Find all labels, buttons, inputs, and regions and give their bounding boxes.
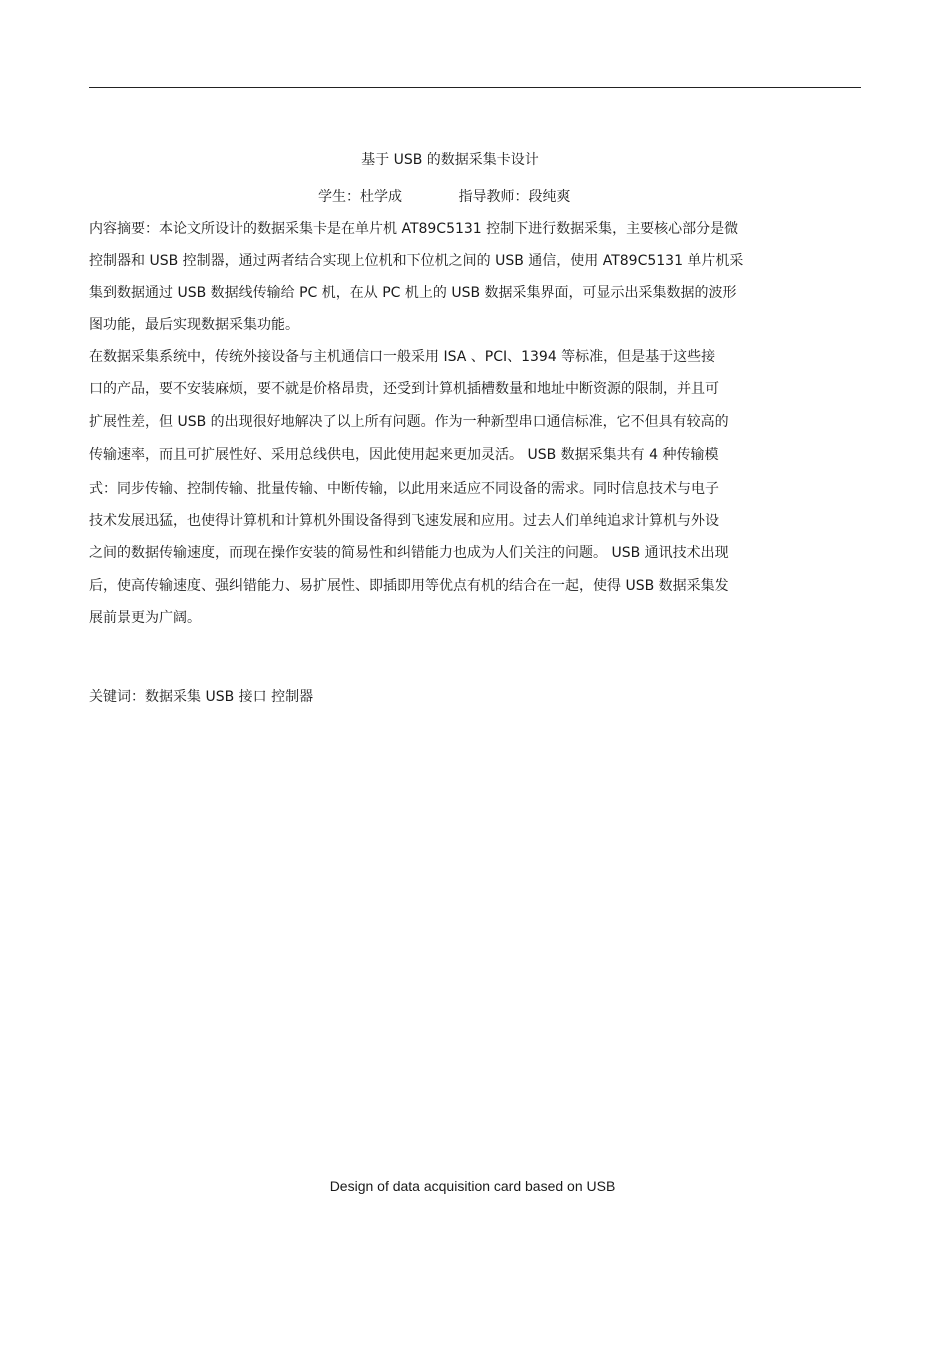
abstract-line: 在数据采集系统中，传统外接设备与主机通信口一般采用 ISA 、PCI、1394 等标准，但是基于这些接 — [89, 349, 716, 365]
abstract-line: 之间的数据传输速度，而现在操作安装的简易性和纠错能力也成为人们关注的问题。 USB 通讯技术出现 — [89, 545, 729, 561]
advisor-name: 指导教师：段纯爽 — [458, 189, 571, 205]
abstract-line: 内容摘要：本论文所设计的数据采集卡是在单片机 AT89C5131 控制下进行数据采集，主要核心部分是微 — [89, 221, 739, 237]
header-rule — [89, 87, 861, 88]
abstract-line: 传输速率，而且可扩展性好、采用总线供电，因此使用起来更加灵活。 USB 数据采集共有 4 种传输模 — [89, 447, 719, 463]
abstract-line: 后，使高传输速度、强纠错能力、易扩展性、即插即用等优点有机的结合在一起，使得 USB 数据采集发 — [89, 578, 729, 594]
keywords: 关键词：数据采集 USB 接口 控制器 — [89, 689, 314, 705]
abstract-line: 口的产品，要不安装麻烦，要不就是价格昂贵，还受到计算机插槽数量和地址中断资源的限制，并且可 — [89, 381, 719, 397]
abstract-line: 扩展性差，但 USB 的出现很好地解决了以上所有问题。作为一种新型串口通信标准，它不但具有较高的 — [89, 414, 729, 430]
document-title: 基于 USB 的数据采集卡设计 — [361, 152, 539, 168]
abstract-line: 展前景更为广阔。 — [89, 610, 201, 626]
author-line — [318, 187, 570, 207]
student-name: 学生：杜学成 — [318, 189, 402, 205]
english-title: Design of data acquisition card based on USB — [329, 1178, 616, 1194]
abstract-line: 技术发展迅猛，也使得计算机和计算机外围设备得到飞速发展和应用。过去人们单纯追求计算机与外设 — [89, 513, 719, 529]
abstract-line: 式：同步传输、控制传输、批量传输、中断传输，以此用来适应不同设备的需求。同时信息技术与电子 — [89, 481, 719, 497]
abstract-line: 图功能，最后实现数据采集功能。 — [89, 317, 299, 333]
abstract-line: 控制器和 USB 控制器，通过两者结合实现上位机和下位机之间的 USB 通信，使用 AT89C5131 单片机采 — [89, 253, 744, 269]
abstract-line: 集到数据通过 USB 数据线传输给 PC 机，在从 PC 机上的 USB 数据采集界面，可显示出采集数据的波形 — [89, 285, 737, 301]
